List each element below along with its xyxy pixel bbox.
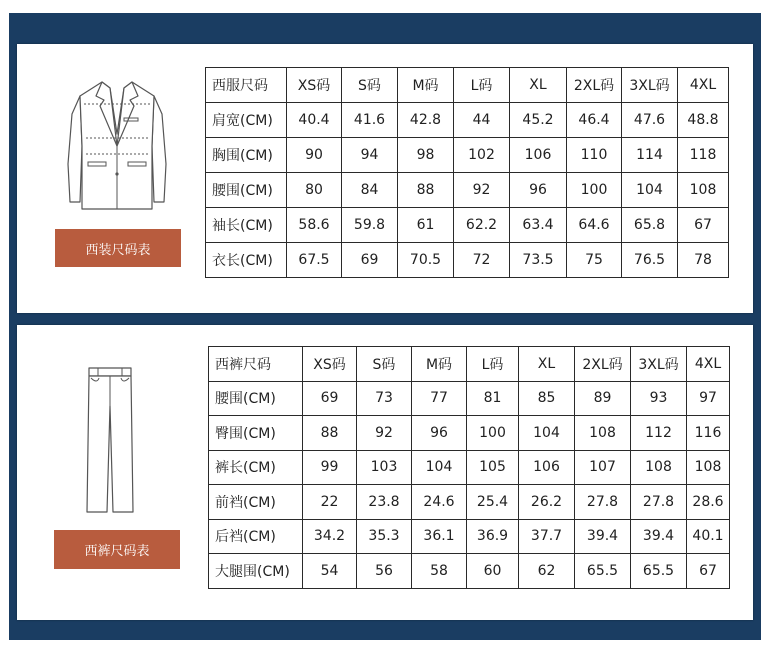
measurement-value: 37.7 xyxy=(519,519,575,554)
table-row xyxy=(209,450,730,485)
table-row xyxy=(209,485,730,520)
measurement-label: 胸围(CM) xyxy=(206,138,287,173)
measurement-value: 103 xyxy=(357,450,412,485)
jacket-illustration xyxy=(62,74,172,214)
measurement-value: 67 xyxy=(678,208,729,243)
measurement-value: 90 xyxy=(287,138,342,173)
size-column-header: 4XL xyxy=(678,68,729,103)
measurement-value: 80 xyxy=(287,173,342,208)
measurement-value: 42.8 xyxy=(398,103,454,138)
size-column-header: L码 xyxy=(454,68,510,103)
measurement-value: 75 xyxy=(567,243,622,278)
measurement-value: 61 xyxy=(398,208,454,243)
measurement-label: 袖长(CM) xyxy=(206,208,287,243)
measurement-value: 26.2 xyxy=(519,485,575,520)
measurement-label: 前裆(CM) xyxy=(209,485,303,520)
measurement-value: 85 xyxy=(519,381,575,416)
size-column-header: XS码 xyxy=(303,347,357,382)
measurement-value: 96 xyxy=(510,173,567,208)
measurement-value: 107 xyxy=(575,450,631,485)
measurement-value: 65.5 xyxy=(575,554,631,589)
measurement-value: 54 xyxy=(303,554,357,589)
measurement-value: 73.5 xyxy=(510,243,567,278)
measurement-value: 104 xyxy=(622,173,678,208)
table-header-row xyxy=(206,68,729,103)
size-column-header: 2XL码 xyxy=(567,68,622,103)
measurement-value: 73 xyxy=(357,381,412,416)
table-row xyxy=(209,381,730,416)
measurement-value: 69 xyxy=(342,243,398,278)
measurement-value: 81 xyxy=(467,381,519,416)
size-column-header: M码 xyxy=(412,347,467,382)
table-row xyxy=(206,173,729,208)
measurement-value: 45.2 xyxy=(510,103,567,138)
measurement-value: 108 xyxy=(678,173,729,208)
measurement-value: 88 xyxy=(398,173,454,208)
table-row xyxy=(209,519,730,554)
measurement-value: 88 xyxy=(303,416,357,451)
measurement-value: 35.3 xyxy=(357,519,412,554)
measurement-value: 106 xyxy=(519,450,575,485)
measurement-value: 40.1 xyxy=(687,519,730,554)
measurement-value: 100 xyxy=(467,416,519,451)
measurement-value: 62 xyxy=(519,554,575,589)
measurement-value: 64.6 xyxy=(567,208,622,243)
table-row xyxy=(209,416,730,451)
measurement-value: 102 xyxy=(454,138,510,173)
table-row xyxy=(209,554,730,589)
measurement-value: 114 xyxy=(622,138,678,173)
table-row xyxy=(206,208,729,243)
measurement-value: 89 xyxy=(575,381,631,416)
measurement-value: 84 xyxy=(342,173,398,208)
trousers-size-table xyxy=(208,346,730,589)
jacket-size-table xyxy=(205,67,729,278)
size-column-header: L码 xyxy=(467,347,519,382)
measurement-value: 108 xyxy=(631,450,687,485)
measurement-value: 59.8 xyxy=(342,208,398,243)
measurement-label: 后裆(CM) xyxy=(209,519,303,554)
measurement-value: 70.5 xyxy=(398,243,454,278)
measurement-value: 93 xyxy=(631,381,687,416)
size-column-header: 3XL码 xyxy=(622,68,678,103)
size-column-header: XL xyxy=(510,68,567,103)
measurement-value: 110 xyxy=(567,138,622,173)
measurement-value: 34.2 xyxy=(303,519,357,554)
measurement-value: 108 xyxy=(687,450,730,485)
measurement-label: 衣长(CM) xyxy=(206,243,287,278)
size-column-header: XS码 xyxy=(287,68,342,103)
measurement-value: 69 xyxy=(303,381,357,416)
measurement-value: 112 xyxy=(631,416,687,451)
measurement-value: 100 xyxy=(567,173,622,208)
measurement-value: 116 xyxy=(687,416,730,451)
size-column-header: XL xyxy=(519,347,575,382)
size-column-header: 4XL xyxy=(687,347,730,382)
table-row xyxy=(206,138,729,173)
jacket-size-chart-tag: 西装尺码表 xyxy=(55,229,181,267)
measurement-label: 臀围(CM) xyxy=(209,416,303,451)
measurement-value: 104 xyxy=(519,416,575,451)
measurement-value: 99 xyxy=(303,450,357,485)
measurement-value: 77 xyxy=(412,381,467,416)
measurement-value: 92 xyxy=(357,416,412,451)
measurement-value: 58.6 xyxy=(287,208,342,243)
trousers-illustration xyxy=(85,366,135,516)
size-column-header: S码 xyxy=(357,347,412,382)
measurement-value: 78 xyxy=(678,243,729,278)
size-column-header: M码 xyxy=(398,68,454,103)
measurement-value: 27.8 xyxy=(631,485,687,520)
size-column-header: 2XL码 xyxy=(575,347,631,382)
measurement-value: 24.6 xyxy=(412,485,467,520)
measurement-value: 48.8 xyxy=(678,103,729,138)
measurement-value: 58 xyxy=(412,554,467,589)
table-corner-label: 西服尺码 xyxy=(206,68,287,103)
measurement-label: 肩宽(CM) xyxy=(206,103,287,138)
measurement-value: 106 xyxy=(510,138,567,173)
measurement-value: 47.6 xyxy=(622,103,678,138)
measurement-value: 67 xyxy=(687,554,730,589)
measurement-value: 96 xyxy=(412,416,467,451)
measurement-value: 63.4 xyxy=(510,208,567,243)
measurement-value: 23.8 xyxy=(357,485,412,520)
measurement-value: 98 xyxy=(398,138,454,173)
measurement-value: 36.1 xyxy=(412,519,467,554)
table-corner-label: 西裤尺码 xyxy=(209,347,303,382)
measurement-value: 36.9 xyxy=(467,519,519,554)
measurement-value: 108 xyxy=(575,416,631,451)
measurement-value: 67.5 xyxy=(287,243,342,278)
table-row xyxy=(206,103,729,138)
measurement-value: 104 xyxy=(412,450,467,485)
measurement-value: 60 xyxy=(467,554,519,589)
measurement-value: 22 xyxy=(303,485,357,520)
measurement-value: 39.4 xyxy=(575,519,631,554)
measurement-value: 118 xyxy=(678,138,729,173)
measurement-value: 65.5 xyxy=(631,554,687,589)
trousers-size-chart-tag: 西裤尺码表 xyxy=(54,530,180,569)
measurement-value: 46.4 xyxy=(567,103,622,138)
measurement-value: 94 xyxy=(342,138,398,173)
measurement-label: 大腿围(CM) xyxy=(209,554,303,589)
measurement-value: 39.4 xyxy=(631,519,687,554)
measurement-value: 25.4 xyxy=(467,485,519,520)
size-column-header: S码 xyxy=(342,68,398,103)
measurement-label: 裤长(CM) xyxy=(209,450,303,485)
measurement-value: 62.2 xyxy=(454,208,510,243)
measurement-value: 92 xyxy=(454,173,510,208)
measurement-value: 27.8 xyxy=(575,485,631,520)
measurement-value: 76.5 xyxy=(622,243,678,278)
button-icon xyxy=(115,172,118,175)
measurement-value: 40.4 xyxy=(287,103,342,138)
measurement-value: 72 xyxy=(454,243,510,278)
measurement-value: 41.6 xyxy=(342,103,398,138)
measurement-label: 腰围(CM) xyxy=(209,381,303,416)
size-column-header: 3XL码 xyxy=(631,347,687,382)
measurement-value: 105 xyxy=(467,450,519,485)
measurement-value: 44 xyxy=(454,103,510,138)
table-row xyxy=(206,243,729,278)
measurement-value: 65.8 xyxy=(622,208,678,243)
measurement-value: 97 xyxy=(687,381,730,416)
table-header-row xyxy=(209,347,730,382)
measurement-value: 56 xyxy=(357,554,412,589)
measurement-value: 28.6 xyxy=(687,485,730,520)
measurement-label: 腰围(CM) xyxy=(206,173,287,208)
